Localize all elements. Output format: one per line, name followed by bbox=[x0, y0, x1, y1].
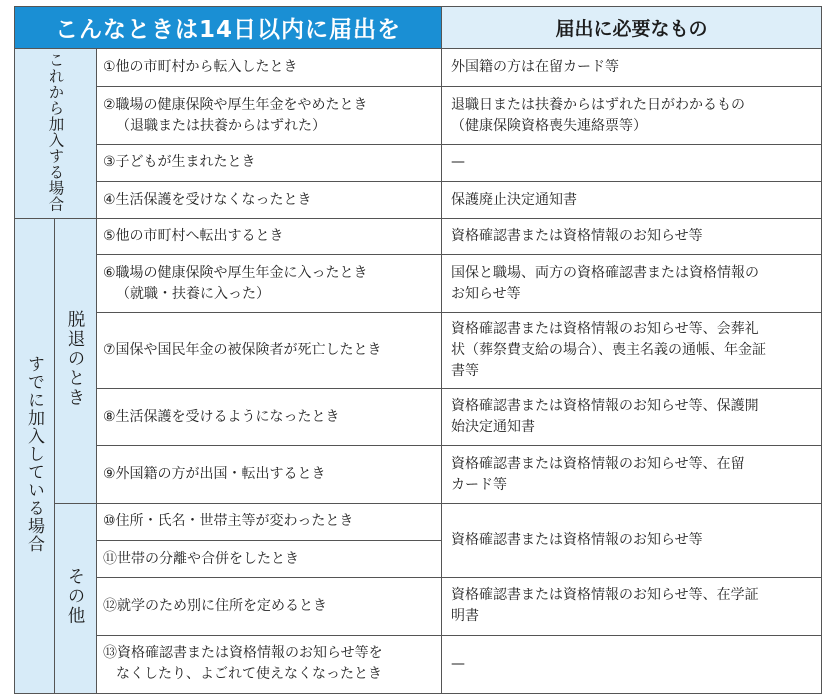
subgroup-withdrawal bbox=[55, 219, 97, 504]
table-row bbox=[15, 503, 822, 540]
table-row bbox=[15, 144, 822, 181]
table-row bbox=[15, 219, 822, 255]
required-cell: 資格確認書または資格情報のお知らせ等 bbox=[442, 503, 822, 577]
table-row bbox=[15, 87, 822, 144]
table-row bbox=[15, 312, 822, 388]
table-row bbox=[15, 49, 822, 87]
condition-cell: ⑬資格確認書または資格情報のお知らせ等を なくしたり、よごれて使えなくなったとき bbox=[97, 635, 442, 693]
required-cell: 資格確認書または資格情報のお知らせ等 bbox=[442, 219, 822, 255]
table-header-row bbox=[15, 7, 822, 49]
condition-cell: ⑪世帯の分離や合併をしたとき bbox=[97, 541, 442, 578]
required-cell: 資格確認書または資格情報のお知らせ等、保護開 始決定通知書 bbox=[442, 389, 822, 446]
required-cell: — bbox=[442, 144, 822, 181]
required-cell: 退職日または扶養からはずれた日がわかるもの （健康保険資格喪失連絡票等） bbox=[442, 87, 822, 144]
table-row bbox=[15, 255, 822, 312]
header-when-to-notify: こんなときは14日以内に届出を bbox=[15, 7, 442, 49]
group-enrolled bbox=[15, 219, 55, 694]
condition-cell: ②職場の健康保険や厚生年金をやめたとき （退職または扶養からはずれた） bbox=[97, 87, 442, 144]
condition-cell: ⑧生活保護を受けるようになったとき bbox=[97, 389, 442, 446]
table-row bbox=[15, 635, 822, 693]
condition-cell: ①他の市町村から転入したとき bbox=[97, 49, 442, 87]
required-cell: 資格確認書または資格情報のお知らせ等、在学証 明書 bbox=[442, 578, 822, 635]
header-required-items: 届出に必要なもの bbox=[442, 7, 822, 49]
table-row bbox=[15, 446, 822, 503]
subgroup-other bbox=[55, 503, 97, 693]
required-cell: 資格確認書または資格情報のお知らせ等、会葬礼 状（葬祭費支給の場合）、喪主名義の通帳、年金証 書等 bbox=[442, 312, 822, 388]
table-row bbox=[15, 389, 822, 446]
condition-cell: ④生活保護を受けなくなったとき bbox=[97, 181, 442, 218]
notification-table bbox=[14, 6, 822, 694]
subgroup-other-label: その他 bbox=[65, 567, 85, 626]
condition-cell: ⑫就学のため別に住所を定めるとき bbox=[97, 578, 442, 635]
condition-cell: ⑤他の市町村へ転出するとき bbox=[97, 219, 442, 255]
condition-cell: ⑨外国籍の方が出国・転出するとき bbox=[97, 446, 442, 503]
group-joining bbox=[15, 49, 97, 219]
required-cell: 外国籍の方は在留カード等 bbox=[442, 49, 822, 87]
subgroup-withdrawal-label: 脱退のとき bbox=[65, 310, 85, 408]
required-cell: — bbox=[442, 635, 822, 693]
required-cell: 保護廃止決定通知書 bbox=[442, 181, 822, 218]
required-cell: 国保と職場、両方の資格確認書または資格情報の お知らせ等 bbox=[442, 255, 822, 312]
required-cell: 資格確認書または資格情報のお知らせ等、在留 カード等 bbox=[442, 446, 822, 503]
condition-cell: ⑥職場の健康保険や厚生年金に入ったとき （就職・扶養に入った） bbox=[97, 255, 442, 312]
condition-cell: ⑩住所・氏名・世帯主等が変わったとき bbox=[97, 503, 442, 540]
group-joining-label: これから加入する場合 bbox=[46, 51, 65, 212]
condition-cell: ③子どもが生まれたとき bbox=[97, 144, 442, 181]
table-row bbox=[15, 181, 822, 218]
condition-cell: ⑦国保や国民年金の被保険者が死亡したとき bbox=[97, 312, 442, 388]
group-enrolled-label: すでに加入している場合 bbox=[24, 355, 44, 554]
table-row bbox=[15, 578, 822, 635]
